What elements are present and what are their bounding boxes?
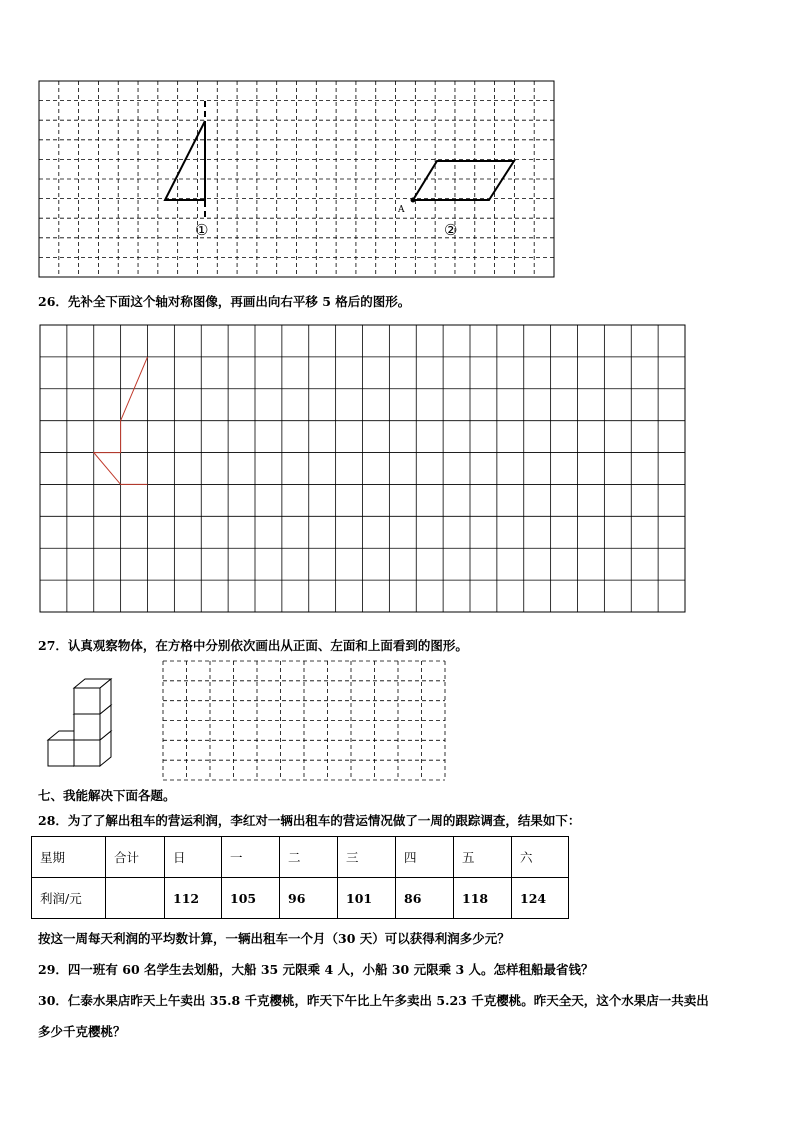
question-28-ask: 按这一周每天利润的平均数计算，一辆出租车一个月（30 天）可以获得利润多少元？ <box>38 931 510 946</box>
cell-total <box>106 878 165 919</box>
header-tuesday: 二 <box>280 837 338 878</box>
header-sunday: 日 <box>165 837 222 878</box>
header-friday: 五 <box>454 837 512 878</box>
figure-2-label: ② <box>444 221 458 239</box>
profit-table <box>31 836 569 919</box>
question-30-line1: 30．仁泰水果店昨天上午卖出 35.8 千克樱桃，昨天下午比上午多卖出 5.23 千克樱桃。昨天全天，这个水果店一共卖出 <box>38 993 709 1008</box>
question-30-line2: 多少千克樱桃？ <box>38 1024 126 1039</box>
header-total: 合计 <box>106 837 165 878</box>
table-header-row <box>32 837 569 878</box>
header-weekday: 星期 <box>32 837 106 878</box>
question-27: 27．认真观察物体，在方格中分别依次画出从正面、左面和上面看到的图形。 <box>38 638 468 653</box>
question-29: 29．四一班有 60 名学生去划船，大船 35 元限乘 4 人，小船 30 元限乘 3 人。怎样租船最省钱？ <box>38 962 594 977</box>
header-saturday: 六 <box>512 837 569 878</box>
question-26: 26．先补全下面这个轴对称图像，再画出向右平移 5 格后的图形。 <box>38 294 411 309</box>
header-monday: 一 <box>222 837 280 878</box>
cell-thursday: 86 <box>396 878 454 919</box>
point-a-label: A <box>398 205 405 215</box>
header-thursday: 四 <box>396 837 454 878</box>
figure-1-label: ① <box>195 221 209 239</box>
question-28: 28．为了了解出租车的营运利润，李红对一辆出租车的营运情况做了一周的跟踪调查，结果如下： <box>38 813 581 828</box>
cell-sunday: 112 <box>165 878 222 919</box>
cell-tuesday: 96 <box>280 878 338 919</box>
section-title: 七、我能解决下面各题。 <box>38 788 176 803</box>
table-value-row <box>32 878 569 919</box>
row-label: 利润/元 <box>32 878 106 919</box>
cell-friday: 118 <box>454 878 512 919</box>
header-wednesday: 三 <box>338 837 396 878</box>
cell-monday: 105 <box>222 878 280 919</box>
cell-saturday: 124 <box>512 878 569 919</box>
cell-wednesday: 101 <box>338 878 396 919</box>
